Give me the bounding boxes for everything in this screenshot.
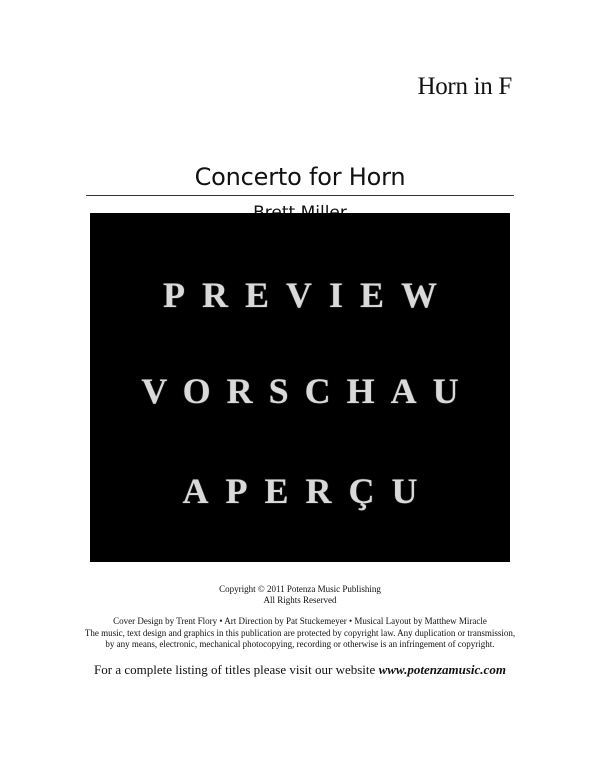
copyright-notice-line-1: The music, text design and graphics in this publication are protected by copyright law. Any duplication or transmission, <box>84 627 516 638</box>
rights-line: All Rights Reserved <box>263 595 337 605</box>
copyright-block <box>0 584 600 606</box>
piece-title: Concerto for Horn <box>194 163 406 191</box>
copyright-line: Copyright © 2011 Potenza Music Publishing <box>219 584 381 594</box>
credits-line: Cover Design by Trent Flory • Art Direction by Pat Stuckemeyer • Musical Layout by Matthew Miracle <box>113 616 487 626</box>
watermark-preview-text: PREVIEW <box>162 275 455 315</box>
website-prefix: For a complete listing of titles please visit our website <box>94 662 379 677</box>
copyright-notice-line-2: by any means, electronic, mechanical photocopying, recording or otherwise is an infringement of copyright. <box>105 639 495 649</box>
instrument-label: Horn in F <box>417 73 512 100</box>
title-divider <box>86 195 514 196</box>
watermark-vorschau-text: VORSCHAU <box>141 371 475 411</box>
preview-watermark-box <box>90 213 510 562</box>
website-line <box>0 662 600 678</box>
watermark-apercu-text: APERÇU <box>182 471 435 511</box>
website-link[interactable]: www.potenzamusic.com <box>378 662 506 677</box>
credits-block <box>0 616 600 651</box>
